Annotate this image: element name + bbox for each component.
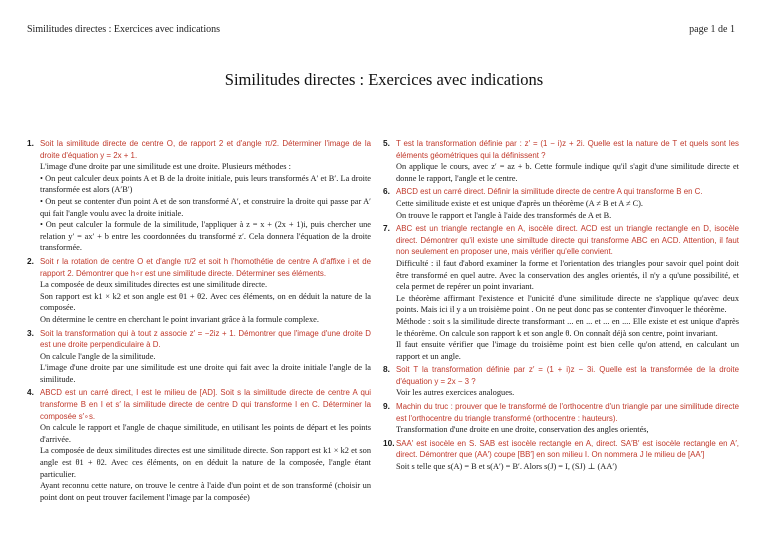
exercise-hint: La composée de deux similitudes directes est une similitude directe. xyxy=(40,280,268,290)
exercise-question: Soit la similitude directe de centre O, de rapport 2 et d'angle π/2. Déterminer l'image de la droite d'équation y = 2x + 1. xyxy=(40,139,371,160)
exercise-hint: Son rapport est k1 × k2 et son angle est θ1 + θ2. Avec ces éléments, on en déduit la nature de la composée. xyxy=(40,291,371,313)
exercise-hint: • On peut calculer la formule de la similitude, l'appliquer à z = x + (2x + 1)i, puis chercher une relation y′ = ax′ + b entre les coordonnées du transformé z′. Cela donnera l'équation de la droite transformée. xyxy=(40,220,371,253)
exercise-item xyxy=(27,256,371,326)
exercise-item xyxy=(383,223,739,362)
page-number: page 1 de 1 xyxy=(689,24,735,35)
exercise-number: 5. xyxy=(383,138,390,148)
exercise-question: Machin du truc : prouver que le transformé de l'orthocentre d'un triangle par une similitude directe est l'orthocentre du triangle transformé (orthocentre : hauteurs). xyxy=(396,402,739,423)
exercise-question: Soit la transformation qui à tout z associe z′ = −2iz + 1. Démontrer que l'image d'une droite D est une droite perpendiculaire à D. xyxy=(40,328,371,350)
exercise-hint: L'image d'une droite par une similitude est une droite qui fait avec la droite initiale l'angle de la similitude. xyxy=(40,363,371,384)
exercise-hint: La composée de deux similitudes directes est une similitude directe. Son rapport est k1 × k2 et son angle est θ1 + θ2. Avec ces éléments, on en déduit la nature de la composée, l'angle étant particulier. xyxy=(40,446,371,479)
exercise-number: 6. xyxy=(383,186,390,197)
exercise-item xyxy=(27,328,371,386)
exercise-question: ABCD est un carré direct. Définir la similitude directe de centre A qui transforme B en C. xyxy=(396,187,703,197)
exercise-hint: Le théorème affirmant l'existence et l'unicité d'une similitude directe ne s'applique qu'avec deux points. Mais ici il y a un troisième point . On ne peut donc pas se contenter d'invoquer le théorème. xyxy=(396,293,739,315)
exercise-question: ABC est un triangle rectangle en A, isocèle direct. ACD est un triangle rectangle en D, isocèle direct. Démontrer qu'il existe une similtude directe qui transforme ABC en ACD. Attention, il faut non seulement en proposer une, mais vérifier qu'elle convient. xyxy=(396,224,739,257)
exercise-question: Soit T la transformation définie par z′ = (1 + i)z − 3i. Quelle est la transformée de la droite d'équation y = 2x − 3 ? xyxy=(396,365,739,386)
exercise-item xyxy=(383,364,739,399)
exercise-hint: L'image d'une droite par une similitude est une droite. Plusieurs méthodes : xyxy=(40,162,291,172)
exercise-question: ABCD est un carré direct, I est le milieu de [AD]. Soit s la similitude directe de centre A qui transforme B en I et s′ la similitude directe de centre D qui transforme I en C. Déterminer la composée s′∘s. xyxy=(40,388,371,421)
exercise-item xyxy=(27,138,371,254)
exercise-number: 9. xyxy=(383,401,390,412)
exercise-item xyxy=(383,401,739,436)
exercise-hint: Ayant reconnu cette nature, on trouve le centre à l'aide d'un point et de son transformé (choisir un point dont on peut trouver facilement l'image par la composée) xyxy=(40,481,371,502)
right-column xyxy=(383,138,739,475)
exercise-item xyxy=(383,186,739,221)
exercise-hint: On applique le cours, avec z′ = az + b. Cette formule indique qu'il s'agit d'une similitude directe et donne le rapport, l'angle et le centre. xyxy=(396,162,739,183)
left-column xyxy=(27,138,371,505)
header-left: Similitudes directes : Exercices avec indications xyxy=(27,24,220,35)
exercise-number: 1. xyxy=(27,138,34,148)
exercise-number: 3. xyxy=(27,327,34,338)
exercise-hint: Il faut ensuite vérifier que l'image du troisième point est bien celle qu'on attend, en calculant un rapport et un angle. xyxy=(396,340,739,361)
exercise-hint: Difficulté : il faut d'abord examiner la forme et l'orientation des triangles pour savoir quel point doit être transformé en quel autre. Avec la conservation des angles orientés, il n'y a qu'une possibilité, et cela permet de repérer un point invariant. xyxy=(396,258,739,292)
exercise-hint: • On peut se contenter d'un point A et de son transformé A′, et construire la droite qui passe par A′ qui fait l'angle voulu avec la droite initiale. xyxy=(40,196,371,218)
page-title: Similitudes directes : Exercices avec indications xyxy=(224,70,544,89)
exercise-item xyxy=(27,387,371,503)
exercise-number: 8. xyxy=(383,364,390,375)
exercise-item xyxy=(383,138,739,184)
exercise-hint: On calcule l'angle de la similitude. xyxy=(40,351,156,361)
exercise-hint: Méthode : soit s la similitude directe transformant ... en ... et ... en .... Elle existe et est unique d'après le théorème. On calcule son rapport k et son angle θ. On connaît déjà son centre, point invariant. xyxy=(396,316,739,338)
exercise-number: 2. xyxy=(27,255,34,266)
exercise-hint: Transformation d'une droite en une droite, conservation des angles orientés, xyxy=(396,425,649,435)
exercise-hint: On trouve le rapport et l'angle à l'aide des transformés de A et B. xyxy=(396,210,612,220)
exercise-item xyxy=(383,438,739,473)
exercise-number: 7. xyxy=(383,223,390,234)
exercise-question: Soit r la rotation de centre O et d'angle π/2 et soit h l'homothétie de centre A d'affixe i et de rapport 2. Démontrer que h∘r est une similitude directe. Déterminer ses éléments. xyxy=(40,256,371,278)
exercise-question: T est la transformation définie par : z′ = (1 − i)z + 2i. Quelle est la nature de T et quels sont les éléments géométriques qui la définissent ? xyxy=(396,139,739,160)
exercise-hint: Voir les autres exercices analogues. xyxy=(396,388,515,398)
exercise-hint: • On peut calculer deux points A et B de la droite initiale, puis leurs transformés A′ et B′. La droite transformée est alors (A′B′) xyxy=(40,173,371,195)
exercise-hint: Cette similitude existe et est unique d'après un théorème (A ≠ B et A ≠ C). xyxy=(396,198,644,208)
exercise-number: 4. xyxy=(27,387,34,398)
exercise-hint: Soit s telle que s(A) = B et s(A′) = B′. Alors s(J) = I, (SJ) ⊥ (AA′) xyxy=(396,462,617,472)
exercise-question: SAA′ est isocèle en S. SAB est isocèle rectangle en A, direct. SA′B′ est isocèle rectangle en A′, direct. Démontrer que (AA′) coupe [BB′] en son milieu I. On nommera J le milieu de [AA′] xyxy=(396,438,739,460)
exercise-hint: On calcule le rapport et l'angle de chaque similitude, en utilisant les points de départ et les points d'arrivée. xyxy=(40,423,371,444)
exercise-number: 10. xyxy=(383,437,395,448)
exercise-hint: On détermine le centre en cherchant le point invariant grâce à la formule complexe. xyxy=(40,314,319,324)
